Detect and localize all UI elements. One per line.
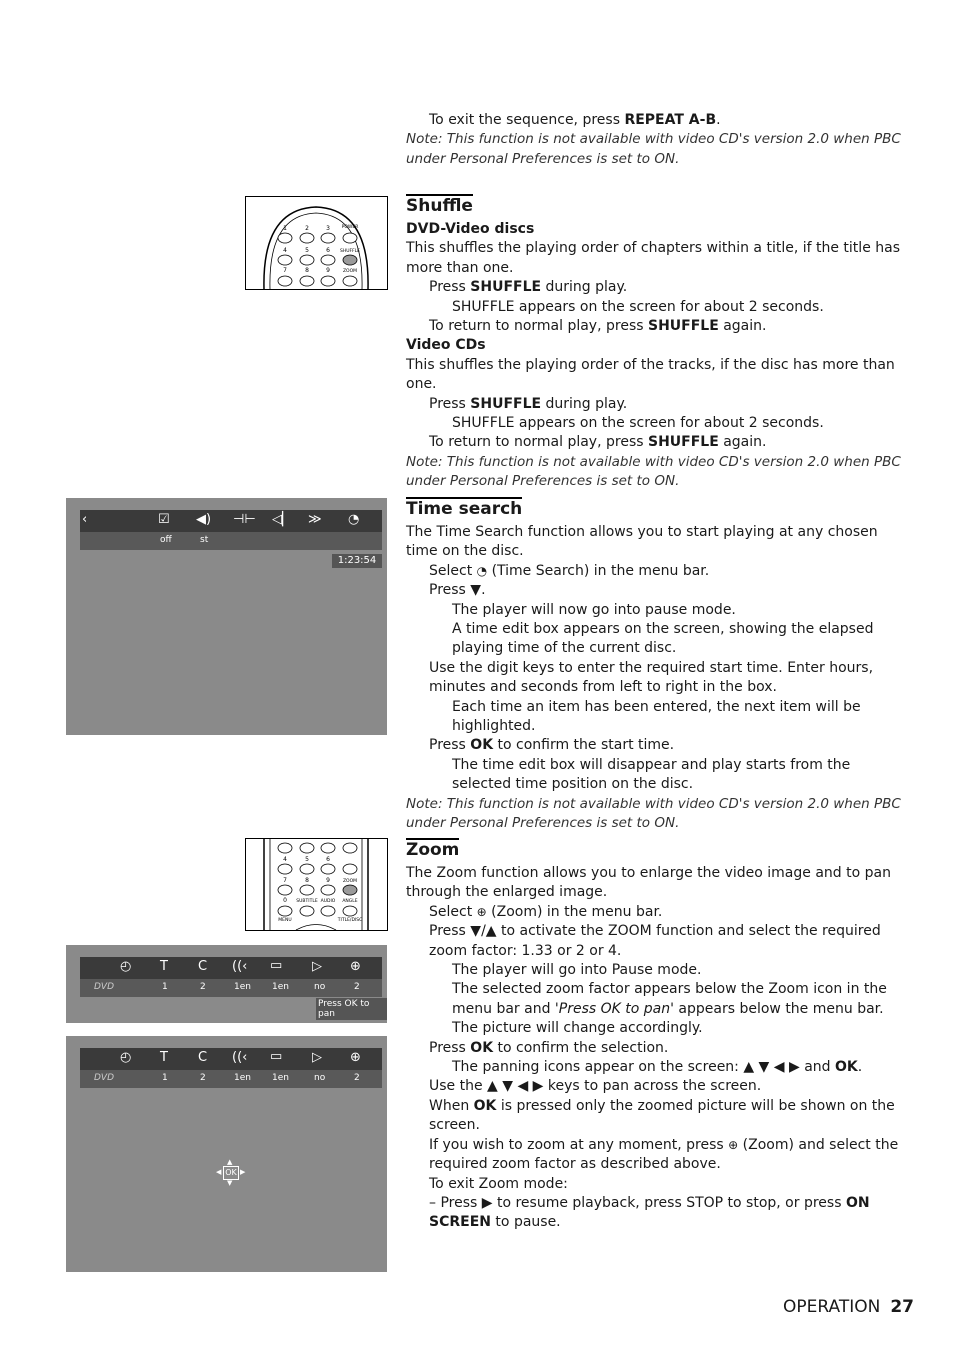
time-search-title: Time search — [406, 499, 523, 519]
time-search-section: Time search The Time Search function allows you to start playing at any chosen time on the disc. Select ◔ (Time Search) in the menu bar. Press ▼. The player will now go into pause mode. A time edit box appears on the screen, showing the elapsed playing time of the current disc. Use the digit keys to enter the required start time. Enter hours, minutes and seconds from left to right in the box. Each time an item has been entered, the next item will be highlighted. Press OK to confirm the start time. The time edit box will disappear and play starts from the selected time position on the disc. Note: This function is not available with video CD's version 2.0 when PBC under Personal Preferences is set to ON. — [406, 497, 906, 834]
vcd-heading: Video CDs — [406, 337, 486, 354]
zoom-icon: ⊕ — [350, 1050, 361, 1065]
title-disc-label: TITLE/DISC — [337, 918, 363, 923]
menu-bar — [80, 1048, 382, 1070]
menu-bar — [80, 510, 382, 532]
key-9: 9 — [326, 877, 330, 884]
key-1: 1 — [283, 225, 287, 232]
zoom-icon: ⊕ — [350, 959, 361, 974]
angle-label: ANGLE — [342, 899, 358, 904]
pan-right-icon: ▶ — [240, 1168, 246, 1176]
key-6: 6 — [326, 247, 330, 254]
key-5: 5 — [305, 247, 309, 254]
slow-icon: ◁▏ — [272, 512, 292, 527]
key-3: 3 — [326, 225, 330, 232]
zoom-icon: ⊕ — [476, 904, 487, 919]
time-search-icon: ◔ — [476, 563, 488, 578]
dvd-heading: DVD-Video discs — [406, 221, 535, 237]
checkbox-icon: ☑ — [158, 512, 170, 527]
speaker-icon: ◀) — [196, 512, 212, 527]
menu-label: MENU — [278, 918, 292, 923]
menu-values-bar: DVD 1 2 1en 1en no 2 — [80, 1070, 382, 1088]
page-number: 27 — [890, 1297, 914, 1317]
fast-icon: ≫ — [308, 512, 322, 527]
key-2: 2 — [305, 225, 309, 232]
shuffle-label: SHUFFLE — [339, 249, 361, 254]
key-8: 8 — [305, 877, 309, 884]
off-value: off — [160, 535, 172, 545]
dvd-logo: DVD — [94, 982, 115, 992]
key-6: 6 — [326, 856, 330, 863]
menu-values-bar: DVD 1 2 1en 1en no 2 — [80, 979, 382, 997]
zoom-label: ZOOM — [342, 269, 358, 274]
audio-icon: ((‹ — [232, 1050, 248, 1065]
chapter-c-icon: C — [198, 1050, 208, 1065]
pan-left-icon: ◀ — [216, 1168, 222, 1176]
pan-ok-icon: OK — [223, 1166, 239, 1180]
section-name: OPERATION — [783, 1297, 881, 1317]
intro-note: Note: This function is not available with video CD's version 2.0 when PBC under Personal Preferences is set to ON. — [406, 131, 901, 167]
menu-values-bar — [80, 532, 382, 550]
menu-bar — [80, 957, 382, 979]
zoom-title: Zoom — [406, 840, 460, 860]
key-5: 5 — [305, 856, 309, 863]
press-ok-hint: Press OK to pan — [316, 998, 387, 1020]
zoom-screen-2 — [66, 1036, 387, 1272]
shuffle-note: Note: This function is not available with video CD's version 2.0 when PBC under Personal Preferences is set to ON. — [406, 453, 901, 490]
audio-icon: ((‹ — [232, 959, 248, 974]
page-footer — [783, 1297, 914, 1317]
pan-up-icon: ▲ — [227, 1158, 233, 1166]
subtitle-label: SUBTITLE — [296, 899, 318, 904]
title-icon: T — [160, 1050, 168, 1065]
title-icon: T — [160, 959, 168, 974]
panning-icons — [216, 1158, 246, 1187]
subtitle-icon: ▭ — [270, 1049, 283, 1064]
zoom-section: Zoom The Zoom function allows you to enlarge the video image and to pan through the enlarged image. Select ⊕ (Zoom) in the menu bar. Press ▼/▲ to activate the ZOOM function and select the required zoom factor: 1.33 or 2 or 4. The player will go into Pause mode. The selected zoom factor appears below the Zoom icon in the menu bar and 'Press OK to pan' appears below the menu bar. The picture will change accordingly. Press OK to confirm the selection. The panning icons appear on the screen: ▲ ▼ ◀ ▶ and OK. Use the ▲ ▼ ◀ ▶ keys to pan across the screen. When OK is pressed only the zoomed picture will be shown on the screen. If you wish to zoom at any moment, press ⊕ (Zoom) and select the required zoom factor as described above. To exit Zoom mode: – Press ▶ to resume playback, press STOP to stop, or press ON SCREEN to pause. — [406, 840, 899, 1231]
time-edit-box: 1:23:54 — [332, 554, 382, 568]
remote-zoom-illustration — [245, 838, 388, 931]
angle-icon: ▷ — [312, 1050, 322, 1065]
key-7: 7 — [283, 267, 287, 274]
dvd-logo: DVD — [94, 1073, 115, 1083]
frame-icon: ⊣⊢ — [233, 512, 256, 527]
key-4: 4 — [283, 247, 287, 254]
audio-label: AUDIO — [320, 899, 336, 904]
key-8: 8 — [305, 267, 309, 274]
angle-icon: ▷ — [312, 959, 322, 974]
remote-shuffle-illustration — [245, 196, 388, 290]
zoom-screen-1 — [66, 945, 387, 1023]
chapter-c-icon: C — [198, 959, 208, 974]
subtitle-icon: ▭ — [270, 958, 283, 973]
chapter-icon: ◴ — [120, 1050, 132, 1065]
st-value: st — [200, 535, 209, 545]
time-search-note: Note: This function is not available with video CD's version 2.0 when PBC under Personal Preferences is set to ON. — [406, 795, 901, 832]
key-4: 4 — [283, 856, 287, 863]
time-search-icon: ◔ — [348, 512, 360, 527]
shuffle-title: Shuffle — [406, 196, 473, 216]
key-0: 0 — [283, 897, 287, 904]
key-7: 7 — [283, 877, 287, 884]
chapter-icon: ◴ — [120, 959, 132, 974]
intro-block: To exit the sequence, press REPEAT A-B. Note: This function is not available with video CD's version 2.0 when PBC under Personal Preferences is set to ON. — [406, 111, 906, 169]
key-9: 9 — [326, 267, 330, 274]
pan-down-icon: ▼ — [227, 1179, 233, 1187]
zoom-label: ZOOM — [342, 879, 358, 884]
shuffle-section: Shuffle DVD-Video discs This shuffles the playing order of chapters within a title, if the title has more than one. Press SHUFFLE during play. SHUFFLE appears on the screen for about 2 seconds. To return to normal play, press SHUFFLE again. Video CDs This shuffles the playing order of the tracks, if the disc has more than one. Press SHUFFLE during play. SHUFFLE appears on the screen for about 2 seconds. To return to normal play, press SHUFFLE again. Note: This function is not available with video CD's version 2.0 when PBC under Personal Preferences is set to ON. — [406, 194, 906, 492]
zoom-icon: ⊕ — [728, 1137, 739, 1152]
power-label: POWER — [341, 225, 359, 230]
arrow-left-icon: ‹ — [82, 512, 88, 527]
time-search-screen — [66, 498, 387, 735]
